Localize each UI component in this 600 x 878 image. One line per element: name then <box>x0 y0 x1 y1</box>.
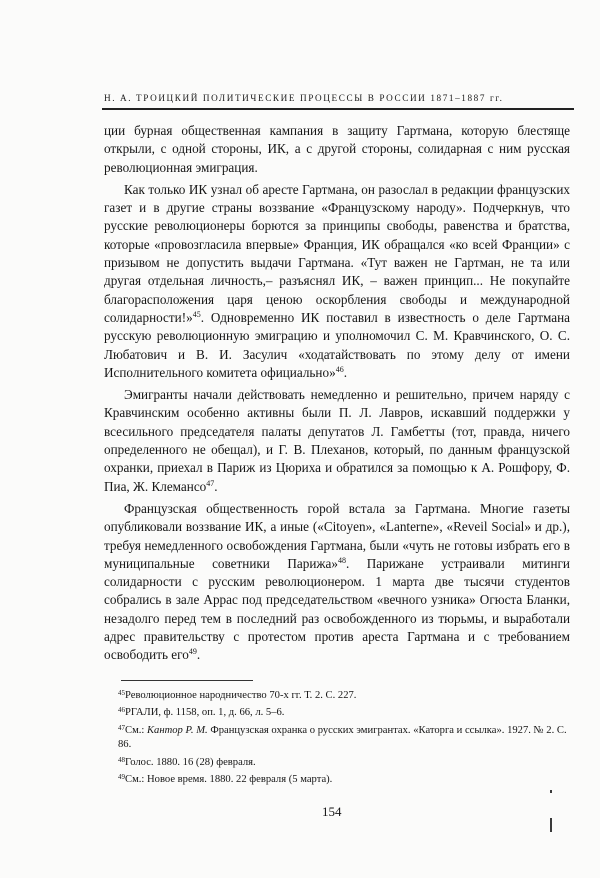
header-rule <box>102 108 574 110</box>
page-number: 154 <box>322 804 342 819</box>
footnotes <box>104 686 570 787</box>
footnote-49: $^{49}$См.: Новое время. 1880. 22 февраля (5 марта). <box>118 773 333 786</box>
footnote-rule <box>121 680 253 681</box>
footnote-ref-46[interactable]: 46 <box>335 364 344 374</box>
footnote-ref-49[interactable]: 49 <box>188 647 197 657</box>
footnote-author: Кантор Р. М. <box>147 724 208 736</box>
paragraph-1: ции бурная общественная кампания в защиту Гартмана, которую блестяще открыли, с одной стороны, ИК, а с другой стороны, солидарная с ним русская революционная эмиграция. <box>104 123 570 175</box>
paragraph-4: Французская общественность горой встала за Гартмана. Многие газеты опубликовали воззвание ИК, а иные («Citoyen», «Lanterne», «Reveil Social» и др.), требуя немедленного освобождения Гартмана, были «чуть не готовы избрать его в муниципальные советники Парижа»$^{48}$. Парижане устраивали митинги солидарности с русским революционером. 1 марта две тысячи студентов собрались в зале Аррас под председательством «вечного узника» Огюста Бланки, незадолго перед тем в последний раз освобожденного из тюрьмы, и выработали адрес правительству с протестом против ареста Гартмана и с требованием освободить его$^{49}$. <box>104 500 570 663</box>
footnote-47: $^{47}$См.: Кантор Р. М. Французская охранка о русских эмигрантах. «Каторга и ссылка». 1927. № 2. С. 86. <box>118 723 567 751</box>
footnote-ref-45[interactable]: 45 <box>192 309 201 319</box>
paragraph-3: Эмигранты начали действовать немедленно и решительно, причем наряду с Кравчинским особенно активны были П. Л. Лавров, искавший поддержки у всесильного председателя палаты депутатов Л. Гамбетты (тот, правда, ничего определенного не обещал), и Г. В. Плеханов, который, по данным французской охранки, приехал в Париж из Цюриха и обратился за помощью к А. Рошфору, Ф. Пиа, Ж. Клемансо$^{47}$. <box>104 387 570 494</box>
footnote-ref-47[interactable]: 47 <box>206 478 215 488</box>
scan-edge-mark <box>550 790 552 793</box>
main-text <box>104 122 570 669</box>
scan-edge-mark <box>550 818 552 832</box>
paragraph-2: Как только ИК узнал об аресте Гартмана, он разослал в редакции французских газет и в другие страны воззвание «Французскому народу». Подчеркнув, что русские революционеры борются за принципы свободы, равенства и братства, которые «провозгласила впервые» Франция, ИК обращался «ко всей Франции» с призывом не допустить выдачи Гартмана. «Тут важен не Гартман, не та или другая отдельная личность,– разъяснял ИК, – важен принцип... Не покупайте благорасположения царя ценою оскорбления свободы и международной солидарности!»$^{45}$. Одновременно ИК поставил в известность о деле Гартмана русскую революционную эмиграцию и уполномочил С. М. Кравчинского, О. С. Любатович и В. И. Засулич «ходатайствовать по этому делу от имени Исполнительного комитета официально»$^{46}$. <box>104 181 570 380</box>
running-head: Н. А. ТРОИЦКИЙ ПОЛИТИЧЕСКИЕ ПРОЦЕССЫ В РОССИИ 1871–1887 гг. <box>104 93 504 103</box>
footnote-46: $^{46}$РГАЛИ, ф. 1158, оп. 1, д. 66, л. 5–6. <box>118 706 285 719</box>
footnote-45: $^{45}$Революционное народничество 70-х гг. Т. 2. С. 227. <box>118 689 357 701</box>
footnote-48: $^{48}$Голос. 1880. 16 (28) февраля. <box>118 755 256 768</box>
footnote-ref-48[interactable]: 48 <box>337 555 346 565</box>
